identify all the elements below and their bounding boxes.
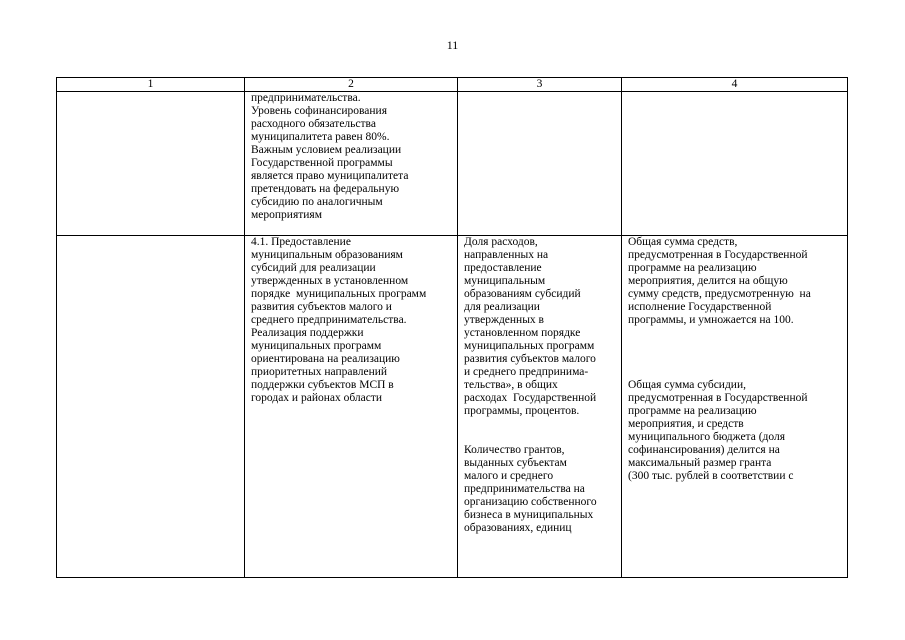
column-header-1: 1: [57, 78, 245, 92]
row2-col3-cell: [458, 236, 622, 578]
column-header-3: 3: [458, 78, 622, 92]
row2-col2-text: 4.1. Предоставление муниципальным образованиям субсидий для реализации утвержденных в установленном порядке муниципальных программ развития субъектов малого и среднего предпринимательства. Реализация поддержки муниципальных программ ориентирована на реализацию приоритетных направлений поддержки субъектов МСП в городах и районах области: [251, 236, 427, 404]
row2-col1-cell: [57, 236, 245, 578]
column-header-4: 4: [622, 78, 848, 92]
column-header-2: 2: [245, 78, 458, 92]
method-grants-text: Общая сумма субсидии, предусмотренная в Государственной программе на реализацию мероприятия, и средств муниципального бюджета (доля софинансирования) делится на максимальный размер гранта (300 тыс. рублей в соответствии с: [628, 379, 808, 482]
row1-col2-cell: [245, 92, 458, 236]
table-header-row: [57, 78, 848, 92]
indicator-grants-text: Количество грантов, выданных субъектам малого и среднего предпринимательства на организацию собственного бизнеса в муниципальных образованиях, единиц: [464, 444, 597, 534]
page-number: 11: [446, 38, 459, 52]
row1-col3-cell: [458, 92, 622, 236]
spacer: [628, 327, 847, 379]
program-table: [56, 77, 848, 578]
row1-col1-cell: [57, 92, 245, 236]
table-row: [57, 236, 848, 578]
spacer: [464, 418, 621, 444]
table-row: [57, 92, 848, 236]
row2-col2-cell: [245, 236, 458, 578]
row2-col4-cell: [622, 236, 848, 578]
method-share-text: Общая сумма средств, предусмотренная в Государственной программе на реализацию мероприятия, делится на общую сумму средств, предусмотренную на исполнение Государственной программы, и умножается на 100.: [628, 236, 811, 326]
row1-col2-text: предпринимательства. Уровень софинансирования расходного обязательства муниципалитета равен 80%. Важным условием реализации Государственной программы является право муниципалитета претендовать на федеральную субсидию по аналогичным мероприятиям: [251, 92, 409, 221]
indicator-share-text: Доля расходов, направленных на предоставление муниципальным образованиям субсидий для реализации утвержденных в установленном порядке муниципальных программ развития субъектов малого и среднего предпринима- тельства», в общих расходах Государственной программы, процентов.: [464, 236, 597, 417]
row1-col4-cell: [622, 92, 848, 236]
